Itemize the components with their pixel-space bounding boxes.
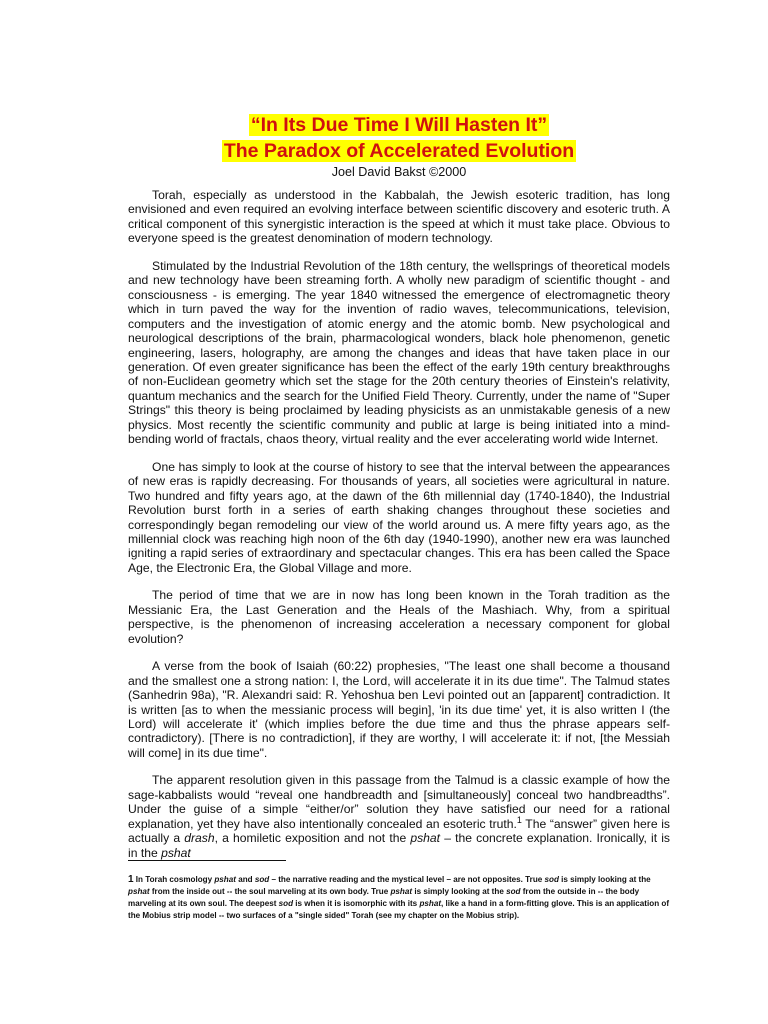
paragraph-1: Torah, especially as understood in the Kabbalah, the Jewish esoteric tradition, has long envisioned and even required an evolving interface between scientific discovery and esoteric truth. A critical component of this synergistic interaction is the speed at which it must take place. Obvious to everyone speed is the greatest denomination of modern technology. <box>128 188 670 246</box>
title-line-2: The Paradox of Accelerated Evolution <box>223 140 575 162</box>
footnote-text: and <box>235 875 255 884</box>
footnote-term: sod <box>506 887 521 896</box>
document-title <box>128 112 670 164</box>
footnote-term: pshat <box>128 887 150 896</box>
footnote-term: pshat <box>214 875 236 884</box>
paragraph-6-text-d: – the concrete explanation. Ironically, it is in the <box>128 831 670 860</box>
paragraph-3: One has simply to look at the course of history to see that the interval between the appearances of new eras is rapidly decreasing. For thousands of years, all societies were agricultural in nature. Two hundred and fifty years ago, at the dawn of the 6th millennial day (1740-1840), the Industrial Revolution burst forth in a series of earth shaking changes throughout these societies and correspondingly began remodeling our view of the world around us. A mere fifty years ago, as the millennial clock was reaching high noon of the 6th day (1940-1990), another new era was launched igniting a rapid series of extraordinary and spectacular changes. This era has been called the Space Age, the Electronic Era, the Global Village and more. <box>128 459 670 575</box>
footnote-text: from the inside out -- the soul marveling at its own body. True <box>149 887 391 896</box>
term-pshat: pshat <box>410 831 441 846</box>
title-line-1: “In Its Due Time I Will Hasten It” <box>250 114 548 136</box>
document-page <box>128 112 670 873</box>
term-drash: drash <box>184 831 215 846</box>
footnote-term: sod <box>544 875 559 884</box>
paragraph-6-text-c: , a homiletic exposition and not the <box>214 831 411 846</box>
footnote-text: , like a hand in a form-fitting glove. This is an application of the Mobius strip model -- two surfaces of a "single sided" Torah (see my chapter on the Mobius strip). <box>128 899 670 920</box>
footnote-marker: 1 <box>128 874 134 885</box>
footnote-term: sod <box>254 875 270 884</box>
footnote-reference[interactable]: 1 <box>516 814 522 825</box>
footnote-text: from the outside in -- the body marveling at its own soul. The deepest <box>128 887 640 908</box>
footnote-term: pshat <box>390 887 413 896</box>
footnote-term: pshat <box>419 899 442 908</box>
footnote-text: – the narrative reading and the mystical level – are not opposites. True <box>269 875 545 884</box>
footnote-text: In Torah cosmology <box>133 875 215 884</box>
footnote-text: is when it is isomorphic with its <box>293 899 420 908</box>
paragraph-6-text-a: The apparent resolution given in this passage from the Talmud is a classic example of how the sage-kabbalists would “reveal one handbreadth and [simultaneously] conceal two handbreadths”. Under the guise of a simple “either/or” solution they have satisfied our need for a rational explanation, yet they have also intentionally concealed an esoteric truth. <box>128 773 670 831</box>
paragraph-2: Stimulated by the Industrial Revolution of the 18th century, the wellsprings of theoretical models and new technology have been streaming forth. A wholly new paradigm of scientific thought - and consciousness - is emerging. The year 1840 witnessed the emergence of electromagnetic theory which in turn paved the way for the invention of radio waves, telecommunications, television, computers and the investigation of atomic energy and the atomic bomb. New psychological and neurological descriptions of the brain, pharmacological wonders, black hole phenomenon, genetic engineering, lasers, holography, are among the changes and ideas that have taken place in our generation. Of even greater significance has been the effect of the early 19th century breakthroughs of non-Euclidean geometry which set the stage for the 20th century theories of Einstein's relativity, quantum mechanics and the search for the Unified Field Theory. Currently, under the name of "Super Strings" this theory is being proclaimed by leading physicists as an unmistakable genesis of a new physics. Most recently the scientific community and public at large is being initiated into a mind-bending world of fractals, chaos theory, virtual reality and the ever accelerating world wide Internet. <box>128 258 670 447</box>
footnote-term: sod <box>278 899 294 908</box>
footnote-1 <box>128 874 670 922</box>
author-line: Joel David Bakst ©2000 <box>331 165 467 179</box>
term-pshat-2: pshat <box>161 845 191 860</box>
footnote-divider <box>128 860 286 861</box>
paragraph-6-text-b: The “answer” given here is actually a <box>128 816 670 846</box>
paragraph-5: A verse from the book of Isaiah (60:22) prophesies, "The least one shall become a thousand and the smallest one a strong nation: I, the Lord, will accelerate it in its due time". The Talmud states (Sanhedrin 98a), "R. Alexandri said: R. Yehoshua ben Levi pointed out an [apparent] contradiction. It is written [as to when the messianic process will begin], 'in its due time' yet, it is also written I (the Lord) will accelerate it' (which implies before the due time and thus the phrase appears self-contradictory). [There is no contradiction], if they are worthy, I will accelerate it: if not, [the Messiah will come] in its due time". <box>128 659 670 760</box>
paragraph-4: The period of time that we are in now has long been known in the Torah tradition as the Messianic Era, the Last Generation and the Heals of the Mashiach. Why, from a spiritual perspective, is the phenomenon of increasing acceleration a necessary component for global evolution? <box>128 588 670 646</box>
footnote-text: is simply looking at the <box>412 887 507 896</box>
paragraph-6 <box>128 773 670 860</box>
footnote-text: is simply looking at the <box>558 875 651 884</box>
